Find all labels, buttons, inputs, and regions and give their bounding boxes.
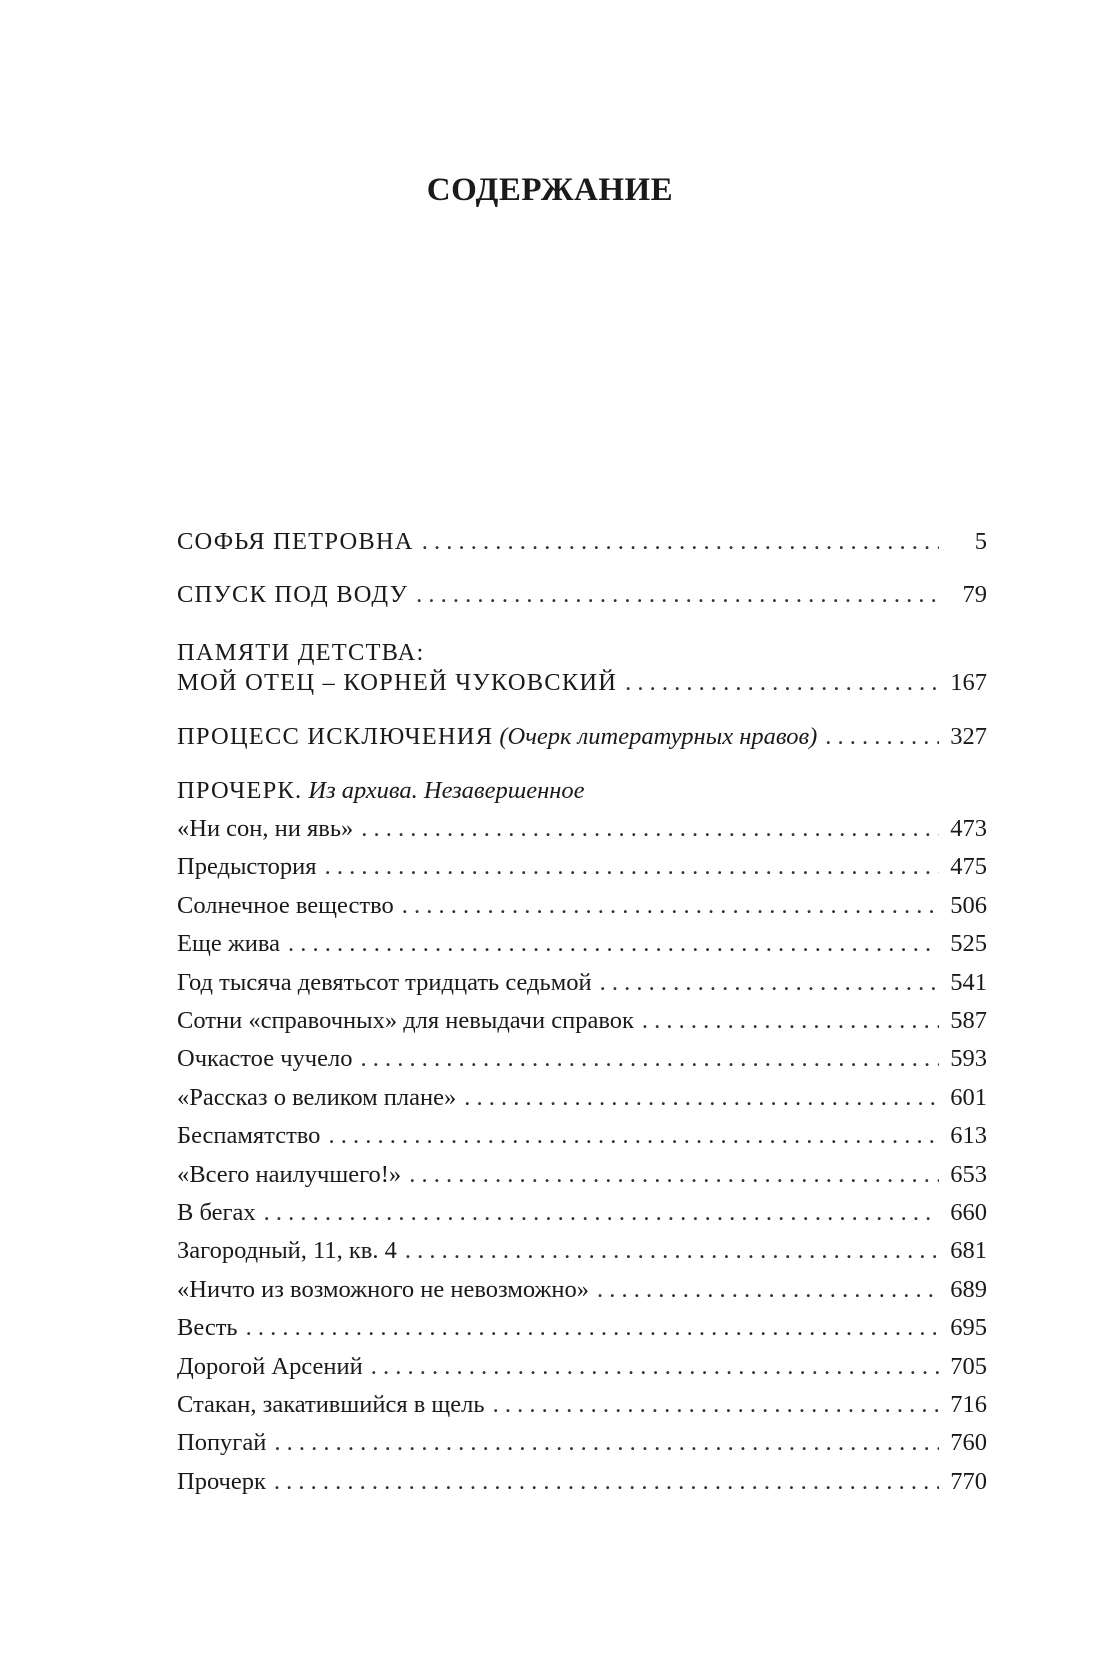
toc-entry-page: 525 — [950, 930, 987, 958]
toc-sub-entry[interactable] — [177, 1083, 987, 1113]
toc-entry-label: Предыстория — [177, 853, 317, 881]
dot-leader — [405, 1236, 939, 1266]
toc-entry-label — [177, 722, 817, 752]
toc-entry-title: ПРОЦЕСС ИСКЛЮЧЕНИЯ — [177, 723, 494, 750]
toc-sub-entry[interactable] — [177, 1236, 987, 1266]
toc-entry-label: «Всего наилучшего!» — [177, 1160, 402, 1188]
toc-entry-page: 689 — [950, 1275, 987, 1303]
toc-entry-page: 79 — [962, 581, 987, 608]
dot-leader — [246, 1313, 939, 1343]
toc-entry-label: Прочерк — [177, 1467, 266, 1495]
toc-entry-label: Беспамятство — [177, 1122, 321, 1150]
toc-entry-label: Загородный, 11, кв. 4 — [177, 1237, 397, 1265]
toc-sub-entry[interactable] — [177, 1275, 987, 1305]
toc-entry-page: 475 — [950, 853, 987, 881]
toc-entry-label: Год тысяча девятьсот тридцать седьмой — [177, 968, 592, 996]
dot-leader — [464, 1083, 939, 1113]
toc-entry-page: 587 — [950, 1007, 987, 1034]
dot-leader — [402, 891, 939, 921]
dot-leader — [371, 1352, 939, 1382]
toc-entry-label: «Ничто из возможного не невозможно» — [177, 1275, 590, 1303]
dot-leader — [409, 1160, 939, 1190]
dot-leader — [360, 1044, 939, 1074]
toc-entry-pamyati-detstva[interactable] — [177, 668, 987, 698]
toc-section-subtitle: Из архива. Незавершенное — [308, 777, 585, 804]
toc-entry-page: 541 — [950, 968, 987, 996]
toc-entry-page: 681 — [950, 1237, 987, 1265]
toc-entry-page: 593 — [950, 1045, 987, 1073]
toc-entry-label: Еще жива — [177, 930, 280, 958]
toc-entry-protsess-isklyucheniya[interactable] — [177, 722, 987, 752]
toc-entry-label: «Ни сон, ни явь» — [177, 815, 354, 842]
toc-entry-page: 327 — [950, 723, 987, 750]
toc-entry-label: «Рассказ о великом плане» — [177, 1083, 457, 1111]
toc-entry-pamyati-detstva-line1: ПАМЯТИ ДЕТСТВА: — [177, 639, 425, 666]
toc-sub-entry[interactable] — [177, 929, 987, 959]
dot-leader — [288, 929, 939, 959]
toc-sub-entry[interactable] — [177, 1198, 987, 1228]
toc-entry-label: СПУСК ПОД ВОДУ — [177, 581, 409, 608]
toc-sub-entry[interactable] — [177, 1352, 987, 1382]
toc-entry-page: 716 — [950, 1391, 987, 1418]
toc-entry-label: Весть — [177, 1314, 238, 1342]
toc-sub-entry[interactable] — [177, 1006, 987, 1036]
toc-sub-entry[interactable] — [177, 1121, 987, 1151]
toc-entry-page: 695 — [950, 1314, 987, 1342]
toc-entry-label: Дорогой Арсений — [177, 1352, 363, 1380]
dot-leader — [274, 1467, 939, 1497]
dot-leader — [600, 968, 939, 998]
dot-leader — [416, 580, 939, 610]
toc-sub-entry[interactable] — [177, 814, 987, 844]
dot-leader — [422, 527, 939, 557]
toc-sub-entry[interactable] — [177, 1044, 987, 1074]
dot-leader — [825, 722, 939, 752]
toc-entry-page: 601 — [950, 1083, 987, 1111]
toc-entry-page: 660 — [950, 1199, 987, 1226]
toc-sub-entry[interactable] — [177, 1467, 987, 1497]
dot-leader — [493, 1390, 939, 1420]
toc-entry-spusk-pod-vodu[interactable] — [177, 580, 987, 610]
toc-entry-label: МОЙ ОТЕЦ – КОРНЕЙ ЧУКОВСКИЙ — [177, 669, 618, 696]
toc-sub-entry[interactable] — [177, 968, 987, 998]
dot-leader — [274, 1428, 939, 1458]
dot-leader — [325, 852, 939, 882]
toc-entry-page: 506 — [950, 891, 987, 919]
toc-sub-entry[interactable] — [177, 852, 987, 882]
toc-entry-page: 167 — [950, 669, 987, 696]
toc-entry-page: 705 — [950, 1352, 987, 1380]
toc-entry-label: Солнечное вещество — [177, 891, 394, 919]
toc-entry-page: 770 — [950, 1467, 987, 1495]
toc-entry-page: 473 — [950, 815, 987, 842]
toc-entry-label: Сотни «справочных» для невыдачи справок — [177, 1007, 634, 1034]
toc-entry-label: Очкастое чучело — [177, 1045, 353, 1073]
toc-entry-subtitle: (Очерк литературных нравов) — [499, 723, 818, 750]
toc-entry-page: 613 — [950, 1122, 987, 1150]
dot-leader — [361, 814, 939, 844]
dot-leader — [625, 668, 939, 698]
toc-sub-entry[interactable] — [177, 891, 987, 921]
toc-section-prochek-heading — [177, 776, 585, 806]
toc-entry-page: 760 — [950, 1429, 987, 1457]
toc-section-title: ПРОЧЕРК. — [177, 777, 303, 804]
toc-sub-entry[interactable] — [177, 1160, 987, 1190]
dot-leader — [328, 1121, 939, 1151]
toc-entry-label: Попугай — [177, 1429, 267, 1457]
dot-leader — [264, 1198, 939, 1228]
toc-sub-entry[interactable] — [177, 1428, 987, 1458]
toc-entry-sofya-petrovna[interactable] — [177, 527, 987, 557]
toc-entry-page: 5 — [974, 528, 987, 555]
toc-entry-label: В бегах — [177, 1199, 256, 1226]
dot-leader — [597, 1275, 939, 1305]
toc-entry-label: СОФЬЯ ПЕТРОВНА — [177, 528, 414, 555]
page-title: СОДЕРЖАНИЕ — [426, 172, 674, 208]
dot-leader — [642, 1006, 939, 1036]
toc-sub-entry[interactable] — [177, 1313, 987, 1343]
toc-sub-entry[interactable] — [177, 1390, 987, 1420]
toc-entry-page: 653 — [950, 1160, 987, 1188]
toc-entry-label: Стакан, закатившийся в щель — [177, 1391, 485, 1418]
